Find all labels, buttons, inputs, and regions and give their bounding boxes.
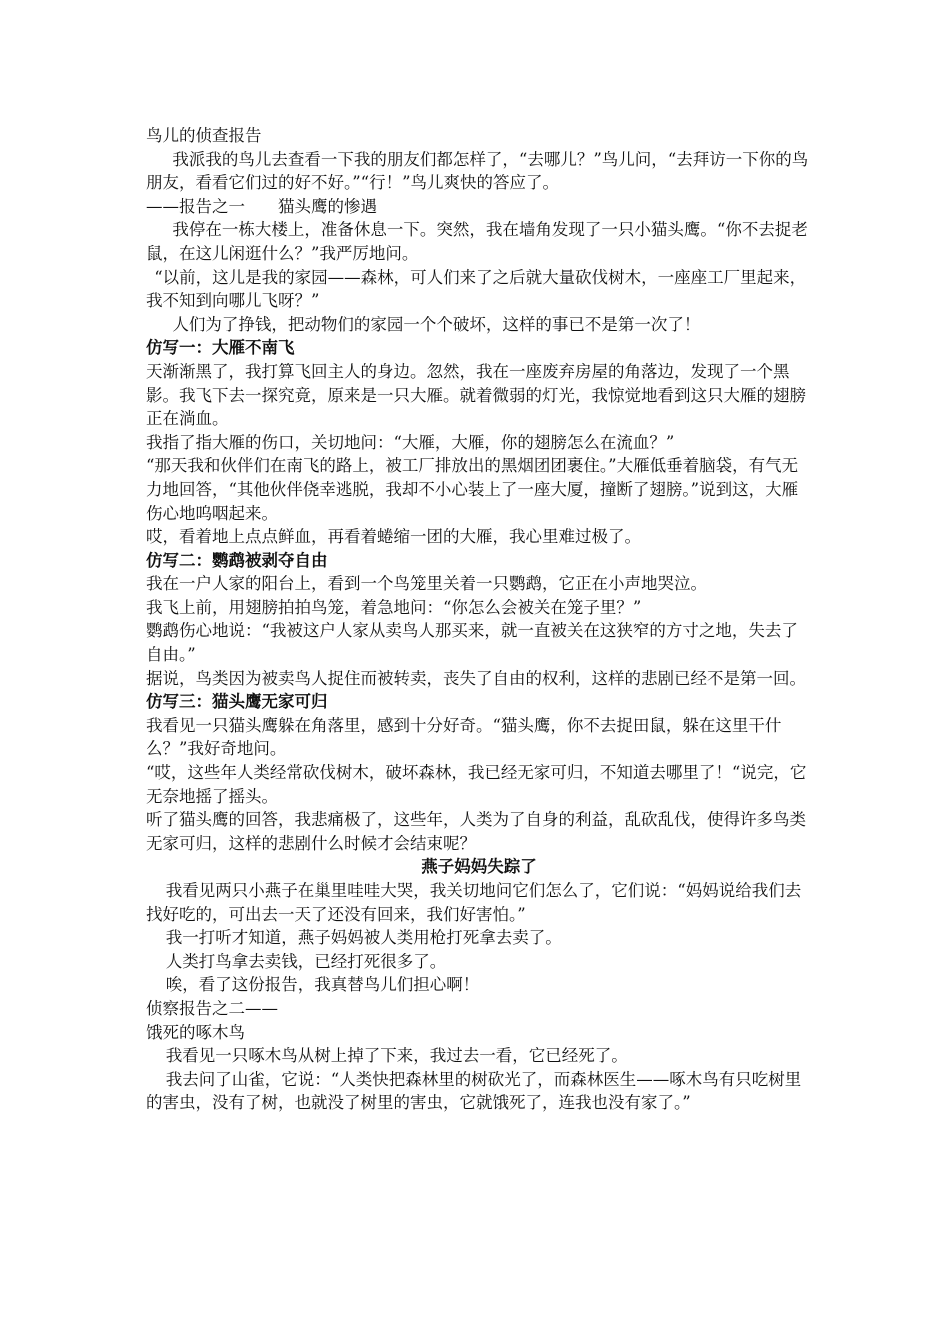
report-one-heading: ——报告之一 猫头鹰的惨遇 [146,196,377,216]
swallow-paragraph-3: 人类打鸟拿去卖钱，已经打死很多了。 [165,951,447,971]
swallow-paragraph-1: 我看见两只小燕子在巢里哇哇大哭，我关切地问它们怎么了，它们说：“妈妈说给我们去找好吃的，可出去一天了还没有回来，我们好害怕。” [146,881,802,924]
report-one-paragraph-3: 人们为了挣钱，把动物们的家园一个个破坏，这样的事已不是第一次了！ [172,314,701,334]
imitation-three-paragraph-1: 我看见一只猫头鹰躲在角落里，感到十分好奇。“猫头鹰，你不去捉田鼠，躲在这里干什么？”我好奇地问。 [146,715,782,759]
imitation-one-paragraph-2: 我指了指大雁的伤口，关切地问：“大雁，大雁，你的翅膀怎么在流血？” [146,432,675,452]
swallow-heading: 燕子妈妈失踪了 [421,857,537,877]
report-two-paragraph-1: 我看见一只啄木鸟从树上掉了下来，我过去一看，它已经死了。 [165,1046,628,1066]
report-one-paragraph-1: 我停在一栋大楼上，准备休息一下。突然，我在墙角发现了一只小猫头鹰。“你不去捉老鼠，在这儿闲逛什么？”我严厉地问。 [146,220,808,263]
imitation-two-paragraph-2: 我飞上前，用翅膀拍拍鸟笼，着急地问：“你怎么会被关在笼子里？” [146,597,642,617]
intro-paragraph: 我派我的鸟儿去查看一下我的朋友们都怎样了，“去哪儿？”鸟儿问，“去拜访一下你的鸟朋友，看看它们过的好不好。”“行！”鸟儿爽快的答应了。 [146,149,809,193]
imitation-three-paragraph-2: “哎，这些年人类经常砍伐树木，破坏森林，我已经无家可归，不知道去哪里了！“说完，它无奈地摇了摇头。 [146,763,807,806]
doc-title: 鸟儿的侦查报告 [146,126,262,145]
report-one-paragraph-2: “以前，这儿是我的家园——森林，可人们来了之后就大量砍伐树木，一座座工厂里起来，我不知到向哪儿飞呀？” [146,267,807,311]
report-two-heading: 侦察报告之二—— [146,998,278,1018]
imitation-one-paragraph-3: “那天我和伙伴们在南飞的路上，被工厂排放出的黑烟团团裹住。”大雁低垂着脑袋，有气无力地回答，“其他伙伴侥幸逃脱，我却不小心装上了一座大厦，撞断了翅膀。”说到这，大雁伤心地呜咽起来。 [146,456,799,523]
swallow-paragraph-2: 我一打听才知道，燕子妈妈被人类用枪打死拿去卖了。 [165,928,562,948]
imitation-three-paragraph-3: 听了猫头鹰的回答，我悲痛极了，这些年，人类为了自身的利益，乱砍乱伐，使得许多鸟类无家可归，这样的悲剧什么时候才会结束呢？ [146,810,806,853]
swallow-paragraph-4: 唉，看了这份报告，我真替鸟儿们担心啊！ [165,975,480,995]
document-page [146,124,812,1115]
imitation-two-paragraph-3: 鹦鹉伤心地说：“我被这户人家从卖鸟人那买来，就一直被关在这狭窄的方寸之地，失去了自由。” [146,621,798,665]
report-two-subheading: 饿死的啄木鸟 [146,1022,245,1042]
report-two-paragraph-2: 我去问了山雀，它说：“人类快把森林里的树砍光了，而森林医生——啄木鸟有只吃树里的害虫，没有了树，也就没了树里的害虫，它就饿死了，连我也没有家了。” [146,1069,802,1113]
imitation-one-heading: 仿写一：大雁不南飞 [146,338,295,358]
imitation-two-heading: 仿写二：鹦鹉被剥夺自由 [146,550,328,570]
imitation-two-paragraph-1: 我在一户人家的阳台上，看到一个鸟笼里关着一只鹦鹉，它正在小声地哭泣。 [146,574,707,594]
imitation-one-paragraph-1: 天渐渐黑了，我打算飞回主人的身边。忽然，我在一座废弃房屋的角落边，发现了一个黑影。我飞下去一探究竟，原来是一只大雁。就着微弱的灯光，我惊觉地看到这只大雁的翅膀正在淌血。 [146,361,806,429]
imitation-two-paragraph-4: 据说，鸟类因为被卖鸟人捉住而被转卖，丧失了自由的权利，这样的悲剧已经不是第一回。 [146,668,806,688]
imitation-three-heading: 仿写三：猫头鹰无家可归 [146,692,328,712]
imitation-one-paragraph-4: 哎，看着地上点点鲜血，再看着蜷缩一团的大雁，我心里难过极了。 [146,527,641,547]
